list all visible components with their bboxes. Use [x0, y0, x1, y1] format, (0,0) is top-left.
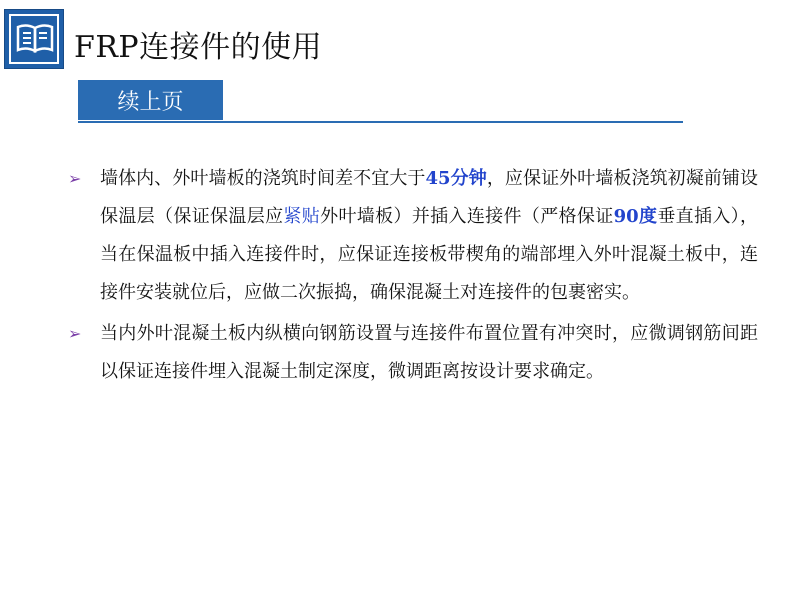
divider	[78, 121, 683, 123]
arrow-bullet-icon: ➢	[68, 169, 82, 188]
bullet-item-1	[68, 160, 758, 312]
continued-label: 续上页	[78, 80, 223, 120]
bullet-text-2: 当内外叶混凝土板内纵横向钢筋设置与连接件布置位置有冲突时，应微调钢筋间距以保证连接件埋入混凝土制定深度，微调距离按设计要求确定。	[100, 323, 758, 382]
bullet-item-2	[68, 315, 758, 391]
bullet1-highlight-close: 紧贴	[283, 206, 321, 227]
bullet-text-1	[100, 160, 758, 312]
bullet1-text-c: 外叶墙板）并插入连接件（严格保证	[320, 206, 614, 227]
content-body	[68, 160, 758, 394]
bullet1-text-a: 墙体内、外叶墙板的浇筑时间差不宜大于	[100, 168, 426, 189]
book-logo-icon	[4, 9, 64, 69]
page-title: FRP连接件的使用	[74, 30, 323, 65]
bullet1-text-d: 垂直插入），当在保温板中插入连接件时，应保证连接板带楔角的端部埋入外叶混凝土板中，连接件安装就位后，应做二次振捣，确保混凝土对连接件的包裹密实。	[100, 206, 759, 303]
book-icon	[15, 22, 55, 54]
bullet1-text-b: ，应保证外叶墙板浇筑初凝前铺设保温层（保证保温层应	[100, 168, 759, 227]
arrow-bullet-icon: ➢	[68, 324, 82, 343]
bullet1-highlight-time: 45分钟	[425, 168, 487, 189]
bullet1-highlight-angle: 90度	[613, 206, 658, 227]
